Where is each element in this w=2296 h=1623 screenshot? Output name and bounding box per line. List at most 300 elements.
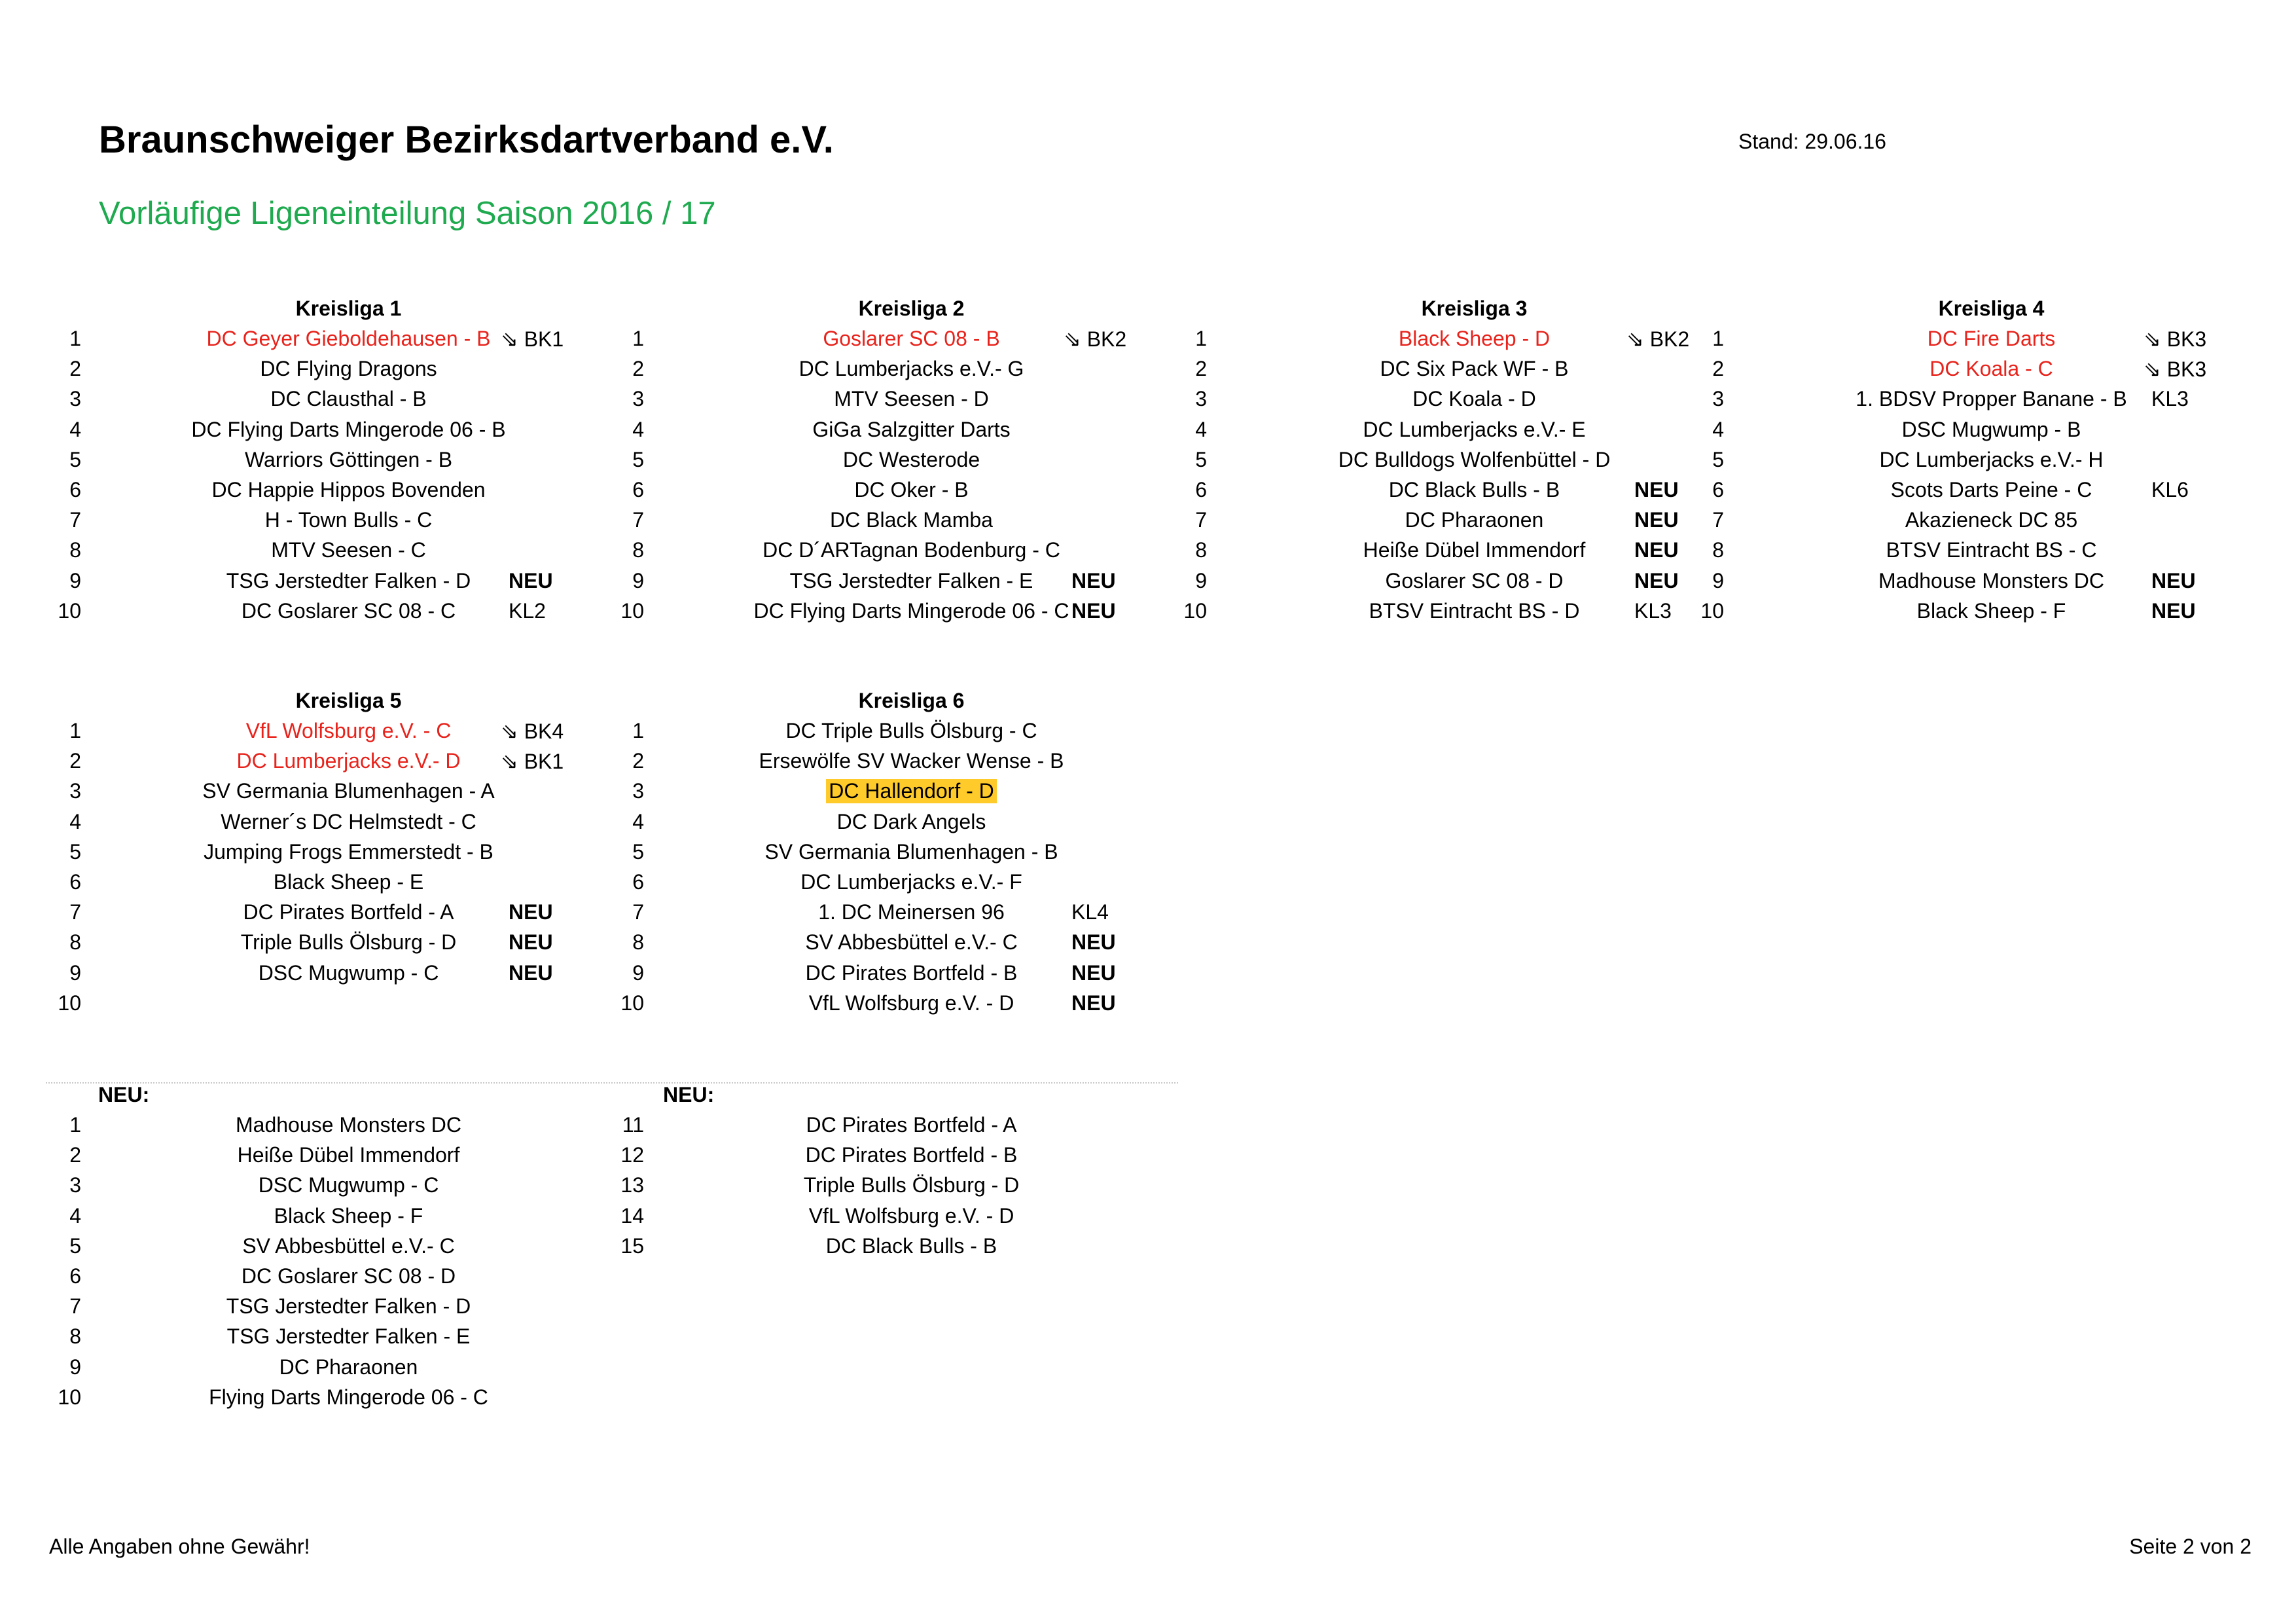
team-name: DC Flying Darts Mingerode 06 - C [753, 599, 1069, 623]
team-name: DC Geyer Gieboldehausen - B [206, 327, 491, 350]
league-table [46, 689, 606, 1036]
team-name: 1. DC Meinersen 96 [818, 900, 1005, 924]
row-number: 7 [1712, 508, 1724, 532]
row-number: 9 [1712, 569, 1724, 593]
table-row [609, 840, 1169, 870]
list-item [46, 1234, 606, 1264]
table-row [609, 569, 1169, 599]
row-number: 10 [1183, 599, 1207, 623]
team-name: DC Lumberjacks e.V.- G [798, 357, 1024, 380]
table-row [1689, 538, 2249, 568]
team-name: DC D´ARTagnan Bodenburg - C [762, 538, 1060, 562]
team-cell [118, 870, 579, 894]
row-number: 1 [69, 327, 81, 350]
team-cell [681, 448, 1142, 472]
row-number: 6 [69, 870, 81, 894]
table-row [609, 930, 1169, 960]
row-number: 10 [58, 991, 81, 1015]
table-row [609, 599, 1169, 629]
team-name: DC Lumberjacks e.V.- F [800, 870, 1022, 894]
row-number: 6 [632, 870, 644, 894]
row-number: 1 [69, 1113, 81, 1137]
row-number: 3 [632, 387, 644, 410]
team-name: SV Abbesbüttel e.V.- C [805, 930, 1018, 954]
table-row [1172, 508, 1732, 538]
row-number: 7 [1195, 508, 1207, 532]
row-number: 4 [69, 810, 81, 833]
list-item [46, 1113, 606, 1143]
team-name: DC Hallendorf - D [826, 779, 997, 803]
team-name: BTSV Eintracht BS - C [1886, 538, 2097, 562]
league-header [1689, 297, 2249, 327]
team-cell [681, 478, 1142, 502]
status-note: NEU [1634, 508, 1679, 532]
team-name: DSC Mugwump - C [258, 1173, 439, 1197]
team-cell [681, 719, 1142, 743]
status-note: NEU [509, 900, 553, 924]
row-number: 3 [632, 779, 644, 803]
team-cell [118, 840, 579, 864]
row-number: 4 [1195, 418, 1207, 441]
status-note: NEU [1634, 569, 1679, 593]
team-name: Heiße Dübel Immendorf [1363, 538, 1586, 562]
team-name: DSC Mugwump - B [1901, 418, 2081, 441]
table-row [1172, 448, 1732, 478]
table-row [46, 599, 606, 629]
team-name: DC Koala - D [1412, 387, 1536, 410]
table-row [46, 448, 606, 478]
row-number: 4 [632, 810, 644, 833]
row-number: 6 [69, 478, 81, 501]
team-cell [1761, 538, 2222, 562]
team-name: 1. BDSV Propper Banane - B [1856, 387, 2127, 410]
team-name: Goslarer SC 08 - D [1385, 569, 1564, 593]
status-note: NEU [509, 930, 553, 954]
row-number: 8 [69, 1324, 81, 1348]
team-name: Jumping Frogs Emmerstedt - B [204, 840, 493, 864]
table-row [1689, 327, 2249, 357]
row-number: 5 [1712, 448, 1724, 471]
league-header [609, 297, 1169, 327]
table-row [46, 327, 606, 357]
row-number: 2 [69, 1143, 81, 1167]
team-name: Flying Darts Mingerode 06 - C [209, 1385, 488, 1409]
row-number: 1 [69, 719, 81, 742]
list-item [46, 1143, 606, 1173]
league-title: Kreisliga 4 [1938, 297, 2045, 320]
team-cell [1244, 448, 1705, 472]
league-table [609, 297, 1169, 644]
team-name: Black Sheep - F [1916, 599, 2066, 623]
team-name: DC Pirates Bortfeld - B [805, 961, 1018, 985]
team-cell [681, 810, 1142, 834]
team-name: BTSV Eintracht BS - D [1369, 599, 1580, 623]
list-item [46, 1355, 606, 1385]
table-row [46, 930, 606, 960]
row-number: 9 [632, 569, 644, 593]
row-number: 2 [1195, 357, 1207, 380]
row-number: 5 [1195, 448, 1207, 471]
team-cell [1761, 418, 2222, 442]
league-title: Kreisliga 5 [295, 689, 402, 712]
table-row [609, 870, 1169, 900]
team-name: MTV Seesen - C [271, 538, 426, 562]
table-row [1689, 418, 2249, 448]
row-number: 2 [69, 357, 81, 380]
table-row [1689, 569, 2249, 599]
team-name: DC Triple Bulls Ölsburg - C [785, 719, 1037, 742]
row-number: 7 [69, 1294, 81, 1318]
status-note: ⇘ BK3 [2144, 357, 2207, 381]
team-name: Werner´s DC Helmstedt - C [221, 810, 476, 833]
team-cell [1244, 357, 1705, 381]
table-row [609, 991, 1169, 1021]
table-row [1172, 387, 1732, 417]
table-row [46, 478, 606, 508]
team-name: Scots Darts Peine - C [1890, 478, 2092, 501]
table-row [1172, 327, 1732, 357]
list-item [46, 1264, 606, 1294]
list-item [609, 1204, 1169, 1234]
team-name: DC Koala - C [1929, 357, 2053, 380]
table-row [609, 448, 1169, 478]
row-number: 3 [69, 387, 81, 410]
table-row [609, 719, 1169, 749]
table-row [609, 508, 1169, 538]
team-name: DC Black Bulls - B [825, 1234, 997, 1258]
neu-heading: NEU: [663, 1083, 715, 1106]
team-cell [681, 357, 1142, 381]
table-row [609, 418, 1169, 448]
row-number: 3 [69, 1173, 81, 1197]
league-header [46, 689, 606, 719]
row-number: 8 [632, 538, 644, 562]
row-number: 10 [1700, 599, 1724, 623]
team-name: Goslarer SC 08 - B [823, 327, 1000, 350]
team-name: DC Flying Darts Mingerode 06 - B [191, 418, 506, 441]
league-header [46, 297, 606, 327]
list-item [46, 1324, 606, 1355]
row-number: 7 [632, 900, 644, 924]
team-name: Madhouse Monsters DC [235, 1113, 462, 1137]
league-title: Kreisliga 2 [858, 297, 965, 320]
team-cell [118, 448, 579, 472]
team-name: Ersewölfe SV Wacker Wense - B [759, 749, 1064, 773]
footer-page-number: Seite 2 von 2 [2129, 1535, 2251, 1558]
table-row [609, 478, 1169, 508]
table-row [46, 810, 606, 840]
team-name: DC Goslarer SC 08 - C [241, 599, 456, 623]
row-number: 4 [69, 1204, 81, 1228]
status-note: ⇘ BK1 [501, 750, 564, 773]
table-row [1689, 599, 2249, 629]
row-number: 2 [632, 357, 644, 380]
status-note: NEU [2151, 599, 2196, 623]
team-name: TSG Jerstedter Falken - D [226, 1294, 471, 1318]
team-name: DSC Mugwump - C [258, 961, 439, 985]
footer-disclaimer: Alle Angaben ohne Gewähr! [49, 1535, 310, 1558]
team-name: GiGa Salzgitter Darts [812, 418, 1011, 441]
team-name: DC Six Pack WF - B [1380, 357, 1569, 380]
row-number: 4 [69, 418, 81, 441]
table-row [1689, 357, 2249, 387]
team-name: Black Sheep - F [274, 1204, 423, 1228]
row-number: 12 [620, 1143, 644, 1167]
row-number: 1 [1195, 327, 1207, 350]
team-cell [681, 508, 1142, 532]
table-row [609, 810, 1169, 840]
row-number: 8 [1195, 538, 1207, 562]
team-name: SV Germania Blumenhagen - A [202, 779, 495, 803]
status-note: NEU [1071, 599, 1116, 623]
team-name: MTV Seesen - D [834, 387, 989, 410]
league-title: Kreisliga 1 [295, 297, 402, 320]
row-number: 5 [632, 840, 644, 864]
status-note: KL3 [2151, 387, 2189, 410]
table-row [1172, 569, 1732, 599]
team-cell [681, 870, 1142, 894]
team-name: DC Clausthal - B [270, 387, 427, 410]
row-number: 3 [1195, 387, 1207, 410]
row-number: 1 [1712, 327, 1724, 350]
team-name: DC Happie Hippos Bovenden [211, 478, 486, 501]
table-row [609, 357, 1169, 387]
team-name: Heiße Dübel Immendorf [237, 1143, 460, 1167]
row-number: 2 [632, 749, 644, 773]
team-name: H - Town Bulls - C [264, 508, 433, 532]
table-row [46, 840, 606, 870]
team-name: Black Sheep - E [273, 870, 424, 894]
table-row [609, 538, 1169, 568]
row-number: 4 [632, 418, 644, 441]
table-row [1172, 538, 1732, 568]
team-cell [681, 418, 1142, 442]
team-name: DC Flying Dragons [260, 357, 437, 380]
team-name: TSG Jerstedter Falken - E [226, 1324, 471, 1348]
row-number: 9 [632, 961, 644, 985]
team-cell [118, 538, 579, 562]
row-number: 6 [1195, 478, 1207, 501]
status-note: KL2 [509, 599, 546, 623]
row-number: 5 [69, 448, 81, 471]
team-name: DC Lumberjacks e.V.- H [1879, 448, 2104, 471]
team-cell [118, 508, 579, 532]
row-number: 13 [620, 1173, 644, 1197]
status-note: ⇘ BK3 [2144, 327, 2207, 351]
table-row [1689, 508, 2249, 538]
team-name: DC Pirates Bortfeld - A [806, 1113, 1017, 1137]
list-item [609, 1234, 1169, 1264]
row-number: 3 [1712, 387, 1724, 410]
row-number: 8 [1712, 538, 1724, 562]
team-cell [118, 991, 579, 1015]
row-number: 10 [58, 1385, 81, 1409]
list-item [46, 1385, 606, 1415]
status-note: NEU [1071, 930, 1116, 954]
table-row [46, 779, 606, 809]
row-number: 9 [69, 569, 81, 593]
row-number: 14 [620, 1204, 644, 1228]
table-row [609, 961, 1169, 991]
team-cell [681, 779, 1142, 803]
row-number: 6 [1712, 478, 1724, 501]
row-number: 6 [632, 478, 644, 501]
league-table [46, 297, 606, 644]
list-item [46, 1294, 606, 1324]
league-title: Kreisliga 3 [1421, 297, 1528, 320]
table-row [46, 418, 606, 448]
league-table [1689, 297, 2249, 644]
status-note: NEU [1071, 961, 1116, 985]
team-name: Black Sheep - D [1398, 327, 1551, 350]
row-number: 10 [620, 599, 644, 623]
row-number: 10 [58, 599, 81, 623]
team-name: DC Oker - B [854, 478, 969, 501]
row-number: 1 [632, 327, 644, 350]
status-note: NEU [1634, 478, 1679, 501]
row-number: 8 [69, 930, 81, 954]
status-note: ⇘ BK2 [1626, 327, 1690, 351]
table-row [46, 900, 606, 930]
table-row [1172, 418, 1732, 448]
table-row [46, 719, 606, 749]
team-name: VfL Wolfsburg e.V. - D [808, 991, 1014, 1015]
table-row [609, 749, 1169, 779]
team-cell [118, 418, 579, 442]
team-name: Warriors Göttingen - B [244, 448, 453, 471]
league-table [1172, 297, 1732, 644]
row-number: 6 [69, 1264, 81, 1288]
table-row [1689, 478, 2249, 508]
table-row [46, 357, 606, 387]
team-cell [118, 357, 579, 381]
team-cell [681, 749, 1142, 773]
team-name: DC Lumberjacks e.V.- D [236, 749, 461, 773]
row-number: 7 [69, 508, 81, 532]
status-note: KL4 [1071, 900, 1109, 924]
table-row [1689, 387, 2249, 417]
row-number: 15 [620, 1234, 644, 1258]
team-cell [681, 538, 1142, 562]
row-number: 7 [69, 900, 81, 924]
team-name: Triple Bulls Ölsburg - D [240, 930, 457, 954]
team-name: DC Bulldogs Wolfenbüttel - D [1338, 448, 1611, 471]
table-row [1172, 357, 1732, 387]
team-name: VfL Wolfsburg e.V. - D [808, 1204, 1014, 1228]
team-cell [118, 478, 579, 502]
team-name: TSG Jerstedter Falken - E [789, 569, 1033, 593]
row-number: 2 [1712, 357, 1724, 380]
table-row [1172, 599, 1732, 629]
team-cell [681, 840, 1142, 864]
team-cell [681, 387, 1142, 411]
table-row [46, 538, 606, 568]
team-cell [1244, 418, 1705, 442]
table-row [46, 961, 606, 991]
team-name: TSG Jerstedter Falken - D [226, 569, 471, 593]
team-name: SV Abbesbüttel e.V.- C [242, 1234, 455, 1258]
table-row [609, 387, 1169, 417]
team-name: Madhouse Monsters DC [1878, 569, 2105, 593]
team-name: Akazieneck DC 85 [1905, 508, 2078, 532]
table-row [609, 327, 1169, 357]
team-name: DC Pirates Bortfeld - B [805, 1143, 1018, 1167]
team-name: DC Goslarer SC 08 - D [241, 1264, 456, 1288]
league-title: Kreisliga 6 [858, 689, 965, 712]
team-name: VfL Wolfsburg e.V. - C [245, 719, 452, 742]
team-cell [118, 810, 579, 834]
team-cell [1244, 387, 1705, 411]
team-name: DC Westerode [842, 448, 980, 471]
status-note: NEU [509, 961, 553, 985]
status-note: NEU [1071, 991, 1116, 1015]
status-note: NEU [1071, 569, 1116, 593]
status-note: NEU [509, 569, 553, 593]
team-name: DC Black Mamba [830, 508, 993, 532]
list-item [46, 1204, 606, 1234]
table-row [46, 870, 606, 900]
team-name: DC Dark Angels [836, 810, 986, 833]
status-note: KL3 [1634, 599, 1672, 623]
table-row [46, 749, 606, 779]
row-number: 5 [69, 1234, 81, 1258]
list-item [609, 1143, 1169, 1173]
status-note: NEU [2151, 569, 2196, 593]
row-number: 1 [632, 719, 644, 742]
status-note: ⇘ BK2 [1064, 327, 1127, 351]
league-header [609, 689, 1169, 719]
row-number: 10 [620, 991, 644, 1015]
page-subtitle: Vorläufige Ligeneinteilung Saison 2016 / 17 [99, 196, 716, 231]
row-number: 2 [69, 749, 81, 773]
team-cell [1761, 508, 2222, 532]
league-table [609, 689, 1169, 1036]
team-cell [118, 779, 579, 803]
row-number: 8 [632, 930, 644, 954]
page-title: Braunschweiger Bezirksdartverband e.V. [99, 119, 834, 161]
team-name: DC Pharaonen [1405, 508, 1544, 532]
stand-date: Stand: 29.06.16 [1738, 130, 1886, 153]
status-note: ⇘ BK4 [501, 720, 564, 743]
row-number: 5 [69, 840, 81, 864]
table-row [1172, 478, 1732, 508]
row-number: 7 [632, 508, 644, 532]
table-row [46, 991, 606, 1021]
status-note: ⇘ BK1 [501, 327, 564, 351]
neu-heading: NEU: [98, 1083, 150, 1106]
league-header [1172, 297, 1732, 327]
list-item [609, 1173, 1169, 1203]
table-row [609, 779, 1169, 809]
row-number: 9 [1195, 569, 1207, 593]
team-cell [1761, 448, 2222, 472]
table-row [609, 900, 1169, 930]
team-name: Triple Bulls Ölsburg - D [803, 1173, 1020, 1197]
table-row [46, 508, 606, 538]
table-row [46, 569, 606, 599]
team-name: DC Pharaonen [279, 1355, 418, 1379]
status-note: KL6 [2151, 478, 2189, 501]
row-number: 5 [632, 448, 644, 471]
divider [46, 1082, 1178, 1084]
row-number: 3 [69, 779, 81, 803]
team-name: DC Lumberjacks e.V.- E [1363, 418, 1586, 441]
team-name: DC Pirates Bortfeld - A [243, 900, 454, 924]
team-name: DC Black Bulls - B [1388, 478, 1560, 501]
table-row [46, 387, 606, 417]
team-cell [118, 387, 579, 411]
table-row [1689, 448, 2249, 478]
